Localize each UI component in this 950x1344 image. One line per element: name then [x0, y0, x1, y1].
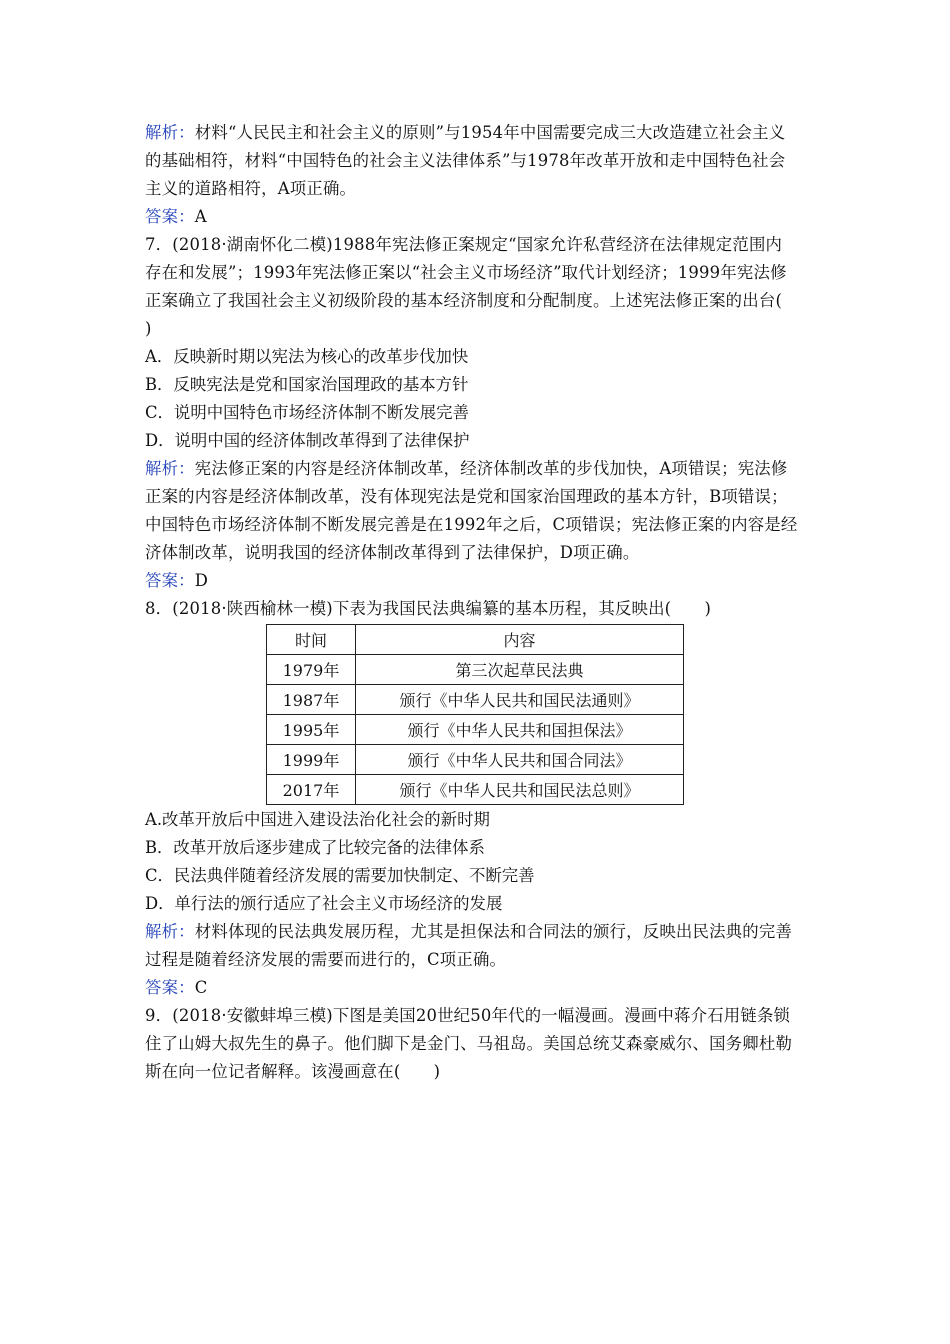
q7-analysis-line-2: 正案的内容是经济体制改革，没有体现宪法是党和国家治国理政的基本方针，B项错误； — [145, 487, 788, 506]
q7-option-c: C．说明中国特色市场经济体制不断发展完善 — [145, 403, 469, 422]
q7-analysis-label: 解析： — [145, 459, 195, 478]
table-row — [267, 655, 684, 685]
table-cell-content: 颁行《中华人民共和国民法通则》 — [356, 685, 684, 715]
q7-analysis-line-1 — [145, 455, 809, 483]
q7-stem-line-1: 7．(2018·湖南怀化二模)1988年宪法修正案规定“国家允许私营经济在法律规定范围内 — [145, 235, 783, 254]
q8-answer-label: 答案： — [145, 978, 195, 997]
table-cell-year: 2017年 — [267, 775, 356, 805]
document-page — [145, 119, 809, 1086]
table-header-time: 时间 — [267, 625, 356, 655]
q8-option-a: A.改革开放后中国进入建设法治化社会的新时期 — [145, 810, 490, 829]
q6-answer-value: A — [194, 207, 207, 226]
q7-analysis-line-4: 济体制改革，说明我国的经济体制改革得到了法律保护，D项正确。 — [145, 543, 640, 562]
table-row — [267, 715, 684, 745]
q8-analysis-text-1: 材料体现的民法典发展历程，尤其是担保法和合同法的颁行，反映出民法典的完善 — [194, 922, 793, 941]
table-row — [267, 685, 684, 715]
q7-stem-line-3: 正案确立了我国社会主义初级阶段的基本经济制度和分配制度。上述宪法修正案的出台( — [145, 291, 783, 310]
table-row — [267, 745, 684, 775]
q8-analysis-line-1 — [145, 918, 809, 946]
q6-analysis-label: 解析： — [145, 123, 195, 142]
table-header-content: 内容 — [356, 625, 684, 655]
q6-analysis-line-3: 主义的道路相符，A项正确。 — [145, 179, 357, 198]
q7-stem-line-4: ) — [145, 319, 152, 338]
q7-answer-value: D — [194, 571, 209, 590]
table-cell-year: 1979年 — [267, 655, 356, 685]
q6-answer — [145, 203, 809, 231]
q7-analysis-line-3: 中国特色市场经济体制不断发展完善是在1992年之后，C项错误；宪法修正案的内容是经 — [145, 515, 798, 534]
q8-stem: 8．(2018·陕西榆林一模)下表为我国民法典编纂的基本历程，其反映出( ) — [145, 599, 712, 618]
q7-answer — [145, 567, 809, 595]
q6-answer-label: 答案： — [145, 207, 195, 226]
q9-stem-line-1: 9．(2018·安徽蚌埠三模)下图是美国20世纪50年代的一幅漫画。漫画中蒋介石用链条锁 — [145, 1006, 791, 1025]
q7-option-b: B．反映宪法是党和国家治国理政的基本方针 — [145, 375, 469, 394]
q6-analysis-text-1: 材料“人民民主和社会主义的原则”与1954年中国需要完成三大改造建立社会主义 — [194, 123, 786, 142]
q7-stem-line-2: 存在和发展”；1993年宪法修正案以“社会主义市场经济”取代计划经济；1999年宪法修 — [145, 263, 787, 282]
q8-option-b: B．改革开放后逐步建成了比较完备的法律体系 — [145, 838, 485, 857]
table-cell-year: 1987年 — [267, 685, 356, 715]
q8-answer — [145, 974, 809, 1002]
civil-code-history-table — [266, 624, 684, 805]
q6-analysis-line-2: 的基础相符，材料“中国特色的社会主义法律体系”与1978年改革开放和走中国特色社会 — [145, 151, 786, 170]
q6-analysis-line-1 — [145, 119, 809, 147]
table-cell-content: 第三次起草民法典 — [356, 655, 684, 685]
table-cell-year: 1995年 — [267, 715, 356, 745]
q9-stem-line-3: 斯在向一位记者解释。该漫画意在( ) — [145, 1062, 441, 1081]
q8-analysis-label: 解析： — [145, 922, 195, 941]
q8-analysis-line-2: 过程是随着经济发展的需要而进行的，C项正确。 — [145, 950, 507, 969]
q7-analysis-text-1: 宪法修正案的内容是经济体制改革，经济体制改革的步伐加快，A项错误；宪法修 — [194, 459, 788, 478]
table-cell-content: 颁行《中华人民共和国民法总则》 — [356, 775, 684, 805]
q8-option-c: C．民法典伴随着经济发展的需要加快制定、不断完善 — [145, 866, 535, 885]
table-row — [267, 775, 684, 805]
table-cell-year: 1999年 — [267, 745, 356, 775]
q7-option-d: D．说明中国的经济体制改革得到了法律保护 — [145, 431, 470, 450]
q8-answer-value: C — [194, 978, 208, 997]
q7-answer-label: 答案： — [145, 571, 195, 590]
q9-stem-line-2: 住了山姆大叔先生的鼻子。他们脚下是金门、马祖岛。美国总统艾森豪威尔、国务卿杜勒 — [145, 1034, 793, 1053]
q8-option-d: D．单行法的颁行适应了社会主义市场经济的发展 — [145, 894, 503, 913]
table-cell-content: 颁行《中华人民共和国合同法》 — [356, 745, 684, 775]
table-header-row — [267, 625, 684, 655]
table-cell-content: 颁行《中华人民共和国担保法》 — [356, 715, 684, 745]
q7-option-a: A．反映新时期以宪法为核心的改革步伐加快 — [145, 347, 469, 366]
